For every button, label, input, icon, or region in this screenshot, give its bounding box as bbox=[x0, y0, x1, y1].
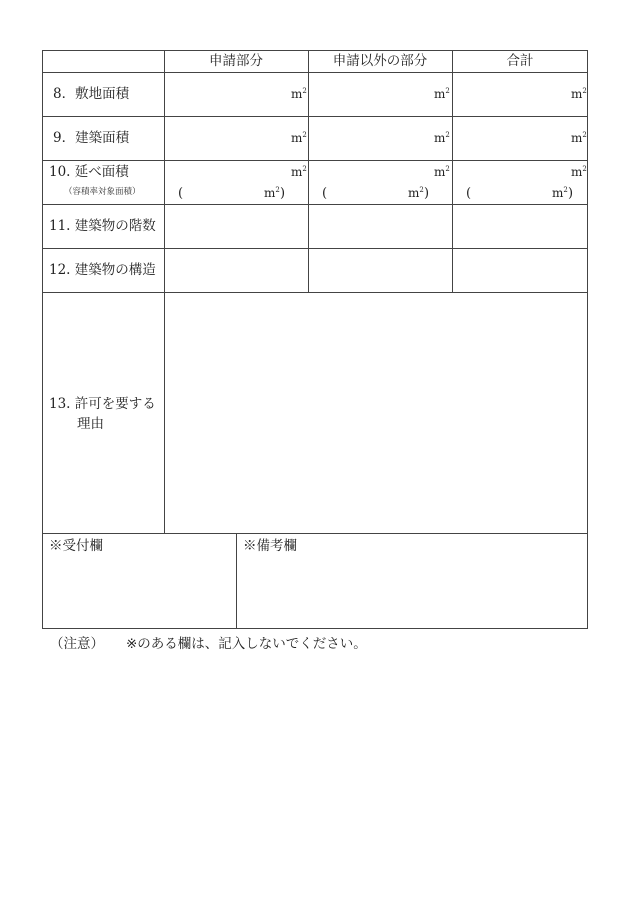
paren-close-r10-total: ) bbox=[568, 186, 574, 201]
remarks-label: ※備考欄 bbox=[243, 538, 297, 554]
rule-footer-split bbox=[236, 533, 237, 629]
paren-close-r10-other: ) bbox=[424, 186, 430, 201]
unit-r8-other: $m^2$ bbox=[434, 87, 450, 101]
rule-label-col bbox=[164, 50, 165, 534]
row-label-total-floor-area: 10. 延べ面積 bbox=[49, 164, 129, 180]
note-prefix: （注意） bbox=[50, 636, 104, 652]
note-text: ※のある欄は、記入しないでください。 bbox=[126, 636, 367, 652]
rule-left bbox=[42, 50, 43, 629]
reception-label: ※受付欄 bbox=[49, 538, 103, 554]
unit-r10-applied: $m^2$ bbox=[291, 165, 307, 179]
row-label-structure: 12. 建築物の構造 bbox=[49, 262, 156, 278]
rule-header-bottom bbox=[42, 72, 588, 73]
paren-unit-r10-other: $m^2$ bbox=[408, 186, 424, 200]
unit-r8-applied: $m^2$ bbox=[291, 87, 307, 101]
col-header-total: 合計 bbox=[506, 53, 534, 69]
rule-row13-bottom bbox=[42, 533, 588, 534]
unit-r10-total: $m^2$ bbox=[571, 165, 587, 179]
paren-unit-r10-total: $m^2$ bbox=[552, 186, 568, 200]
unit-r10-other: $m^2$ bbox=[434, 165, 450, 179]
rule-right bbox=[587, 50, 588, 629]
note-line bbox=[50, 632, 367, 652]
paren-open-r10-other: ( bbox=[322, 186, 328, 201]
rule-row9-bottom bbox=[42, 160, 588, 161]
row-label-building-area: 9．建築面積 bbox=[53, 130, 130, 146]
unit-r9-total: $m^2$ bbox=[571, 131, 587, 145]
application-table bbox=[42, 50, 588, 629]
rule-row8-bottom bbox=[42, 116, 588, 117]
rule-row11-bottom bbox=[42, 248, 588, 249]
unit-r8-total: $m^2$ bbox=[571, 87, 587, 101]
rule-bottom bbox=[42, 628, 588, 629]
paren-close-r10-applied: ) bbox=[280, 186, 286, 201]
col-header-other: 申請以外の部分 bbox=[332, 53, 428, 69]
rule-col2 bbox=[308, 50, 309, 293]
unit-r9-other: $m^2$ bbox=[434, 131, 450, 145]
row-sublabel-far-area: （容積率対象面積） bbox=[64, 187, 141, 197]
unit-r9-applied: $m^2$ bbox=[291, 131, 307, 145]
rule-col3 bbox=[452, 50, 453, 293]
row-label-floors: 11. 建築物の階数 bbox=[49, 218, 156, 234]
col-header-applied: 申請部分 bbox=[209, 53, 263, 69]
paren-open-r10-applied: ( bbox=[178, 186, 184, 201]
rule-row12-bottom bbox=[42, 292, 588, 293]
row-label-reason-line1: 13. 許可を要する bbox=[49, 396, 156, 412]
paren-open-r10-total: ( bbox=[466, 186, 472, 201]
paren-unit-r10-applied: $m^2$ bbox=[264, 186, 280, 200]
rule-row10-bottom bbox=[42, 204, 588, 205]
row-label-site-area: 8．敷地面積 bbox=[53, 86, 130, 102]
row-label-reason-line2: 理由 bbox=[77, 416, 104, 432]
rule-top bbox=[42, 50, 588, 51]
